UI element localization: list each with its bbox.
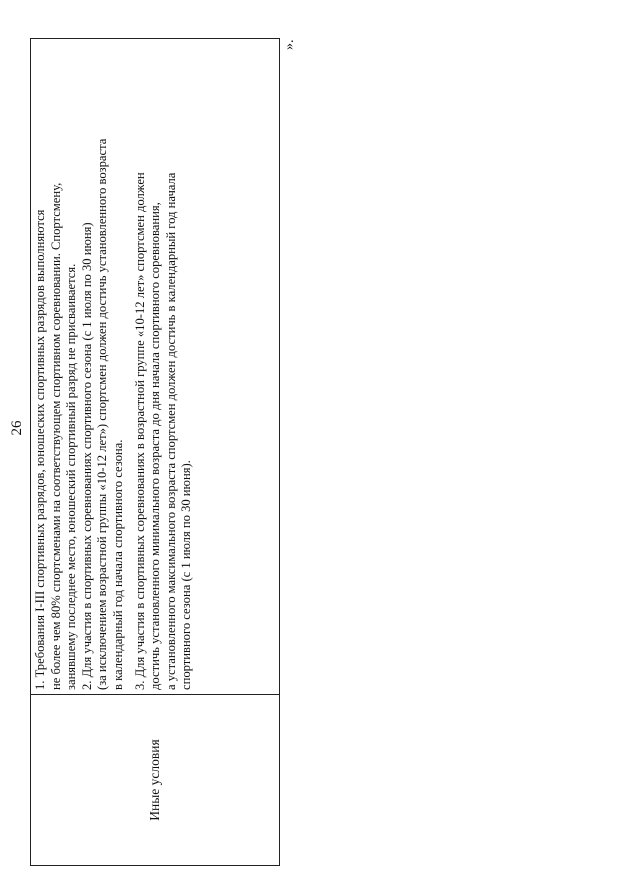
- row-label: Иные условия: [31, 695, 280, 866]
- paragraph-line: 3. Для участия в спортивных соревнованиях в возрастной группе «10-12 лет» спортсмен должен: [132, 172, 147, 690]
- paragraph-line: 1. Требования I-III спортивных разрядов, юношеских спортивных разрядов выполняются: [33, 209, 47, 690]
- paragraph-line: спортивного сезона (с 1 июля по 30 июня).: [179, 460, 194, 690]
- paragraph-line: занявшему последнее место, юношеский спортивный разряд не присваивается.: [64, 263, 79, 690]
- paragraph-3: [133, 43, 195, 690]
- paragraph-line: (за исключением возрастной группы «10-12 лет») спортсмен должен достичь установленного возраста: [95, 138, 110, 690]
- page-number: 26: [9, 420, 25, 436]
- closing-quote-mark: ».: [282, 39, 297, 50]
- paragraph-2: [80, 43, 127, 690]
- paragraph-line: а установленного максимального возраста спортсмен должен достичь в календарный год начала: [163, 172, 178, 690]
- paragraph-line: в календарный год начала спортивного сезона.: [110, 439, 125, 690]
- paragraph-line: не более чем 80% спортсменами на соответствующем спортивном соревновании. Спортсмену,: [48, 182, 63, 690]
- paragraph-line: достичь установленного минимального возраста до дня начала спортивного соревнования,: [148, 202, 163, 690]
- table-row: [31, 39, 280, 866]
- paragraph-1: [33, 43, 80, 690]
- conditions-text-cell: [31, 39, 280, 695]
- paragraph-line: 2. Для участия в спортивных соревнованиях спортивного сезона (с 1 июля по 30 июня): [79, 222, 94, 690]
- conditions-table: [30, 38, 280, 866]
